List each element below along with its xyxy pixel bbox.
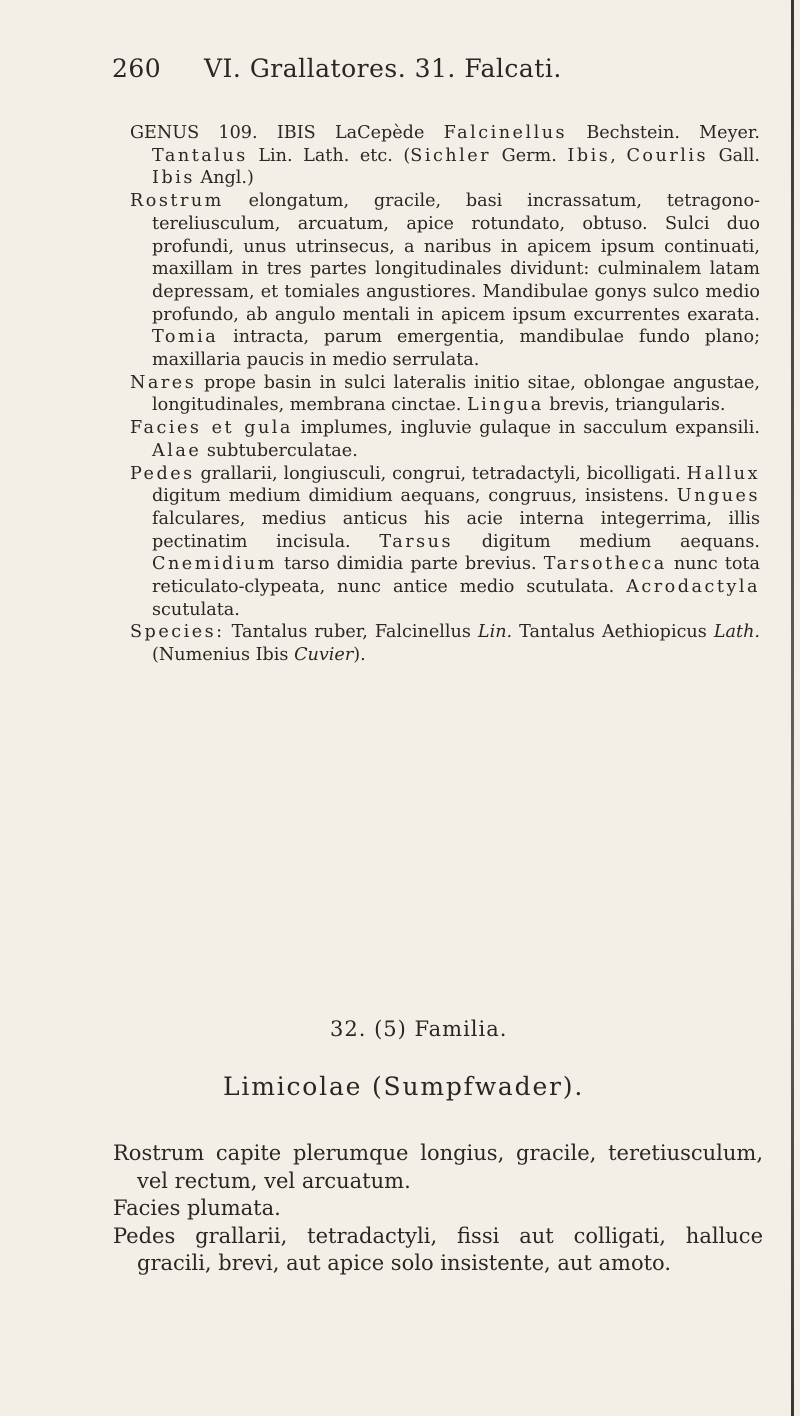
page-number: 260 bbox=[112, 54, 162, 83]
text-run: LaCepède bbox=[315, 123, 444, 143]
text-run: (Numenius Ibis bbox=[152, 645, 295, 666]
term-label: Facies et gula bbox=[130, 418, 293, 439]
term-label: Rostrum bbox=[130, 191, 224, 212]
familia-pedes bbox=[113, 1223, 763, 1278]
spaced-name: Sichler bbox=[410, 145, 492, 166]
text-run: , bbox=[610, 145, 627, 166]
text-run: Gall. bbox=[708, 145, 760, 166]
text-run: Germ. bbox=[491, 145, 568, 166]
term-label: Nares bbox=[130, 372, 197, 393]
text-run: Angl.) bbox=[194, 168, 254, 189]
term-label: Species: bbox=[130, 622, 225, 643]
text-run: subtuberculatae. bbox=[201, 440, 358, 461]
text-run: Tantalus Aethiopicus bbox=[512, 622, 714, 643]
author-abbrev: Lin. bbox=[477, 622, 513, 643]
spaced-name: Ibis bbox=[567, 145, 611, 166]
rostrum-paragraph bbox=[130, 190, 760, 372]
term-label: Acrodactyla bbox=[626, 577, 760, 598]
genus-intro bbox=[130, 122, 760, 190]
text-run: grallarii, longiusculi, congrui, tetradactyli, bicolligati. bbox=[194, 463, 687, 484]
text-run: grallarii, tetradactyli, fissi aut colligati, halluce gracili, brevi, aut apice solo insistente, aut amoto. bbox=[137, 1223, 763, 1275]
author-abbrev: Cuvier bbox=[294, 645, 354, 666]
familia-rostrum bbox=[113, 1140, 763, 1195]
text-run: ). bbox=[353, 645, 366, 666]
spaced-name: Courlis bbox=[626, 145, 709, 166]
text-run: Lin. Lath. etc. ( bbox=[247, 145, 411, 166]
term-label: Rostrum bbox=[113, 1141, 205, 1165]
species-paragraph bbox=[130, 621, 760, 666]
familia-description bbox=[113, 1140, 763, 1278]
text-run: prope basin in sulci lateralis initio sitae, oblongae angustae, longitudinales, membrana cinctae. bbox=[152, 372, 760, 416]
text-run: digitum medium aequans. bbox=[453, 531, 760, 552]
text-run: implumes, ingluvie gulaque in sacculum expansili. bbox=[292, 418, 760, 439]
running-header bbox=[112, 54, 752, 90]
spaced-name: Falcinellus bbox=[443, 123, 568, 143]
familia-heading: 32. (5) Familia. bbox=[330, 1017, 508, 1041]
text-run: capite plerumque longius, gracile, teretiusculum, vel rectum, vel arcuatum. bbox=[137, 1141, 763, 1193]
term-label: Hallux bbox=[686, 463, 760, 484]
text-run: digitum medium dimidium aequans, congruus, insistens. bbox=[152, 486, 677, 507]
text-run: Tantalus ruber, Falcinellus bbox=[224, 622, 478, 643]
text-run: tarso dimidia parte brevius. bbox=[276, 554, 544, 575]
genus-section bbox=[130, 122, 760, 667]
spaced-name: Ibis bbox=[152, 168, 195, 189]
term-label: Pedes bbox=[130, 463, 195, 484]
text-run: intracta, parum emergentia, mandibulae fundo plano; maxillaria paucis in medio serrulata. bbox=[152, 327, 760, 371]
text-run: falculares, medius anticus his acie interna integerrima, illis pectinatim incisula. bbox=[152, 508, 760, 552]
genus-label: GENUS 109. IBIS bbox=[130, 123, 316, 143]
page-edge bbox=[791, 0, 794, 1416]
author-abbrev: Lath. bbox=[713, 622, 760, 643]
spaced-name: Tantalus bbox=[152, 145, 248, 166]
text-run: elongatum, gracile, basi incrassatum, tetragono-tereliusculum, arcuatum, apice rotundato, obtuso. Sulci duo profundi, unus utrinsecus, a naribus in apicem ipsum continuati, maxillam in tres partes longitudinales dividunt: culminalem latam depressam, et tomiales angustiores. Mandibulae gonys sulco medio profundo, ab angulo mentali in apicem ipsum excurrentes exarata. bbox=[152, 191, 760, 325]
term-label: Tomia bbox=[152, 327, 219, 348]
text-run: nunc tota reticulato-clypeata, nunc antice medio scutulata. bbox=[152, 554, 760, 598]
nares-paragraph bbox=[130, 372, 760, 417]
familia-name: Limicolae (Sumpfwader). bbox=[223, 1072, 585, 1101]
text-run: plumata. bbox=[180, 1196, 281, 1220]
facies-paragraph bbox=[130, 417, 760, 462]
pedes-paragraph bbox=[130, 463, 760, 622]
running-title: VI. Grallatores. 31. Falcati. bbox=[204, 54, 562, 83]
text-run: brevis, triangularis. bbox=[543, 395, 726, 416]
term-label: Tarsotheca bbox=[543, 554, 667, 575]
text-run: Bechstein. Meyer. bbox=[567, 123, 760, 143]
term-label: Pedes bbox=[113, 1223, 176, 1248]
text-run: scutulata. bbox=[152, 599, 240, 620]
term-label: Cnemidium bbox=[152, 554, 277, 575]
term-label: Lingua bbox=[466, 395, 544, 416]
term-label: Tarsus bbox=[379, 531, 454, 552]
term-label: Ungues bbox=[676, 486, 760, 507]
familia-facies bbox=[113, 1195, 763, 1223]
term-label: Facies bbox=[113, 1196, 181, 1220]
term-label: Alae bbox=[152, 440, 202, 461]
